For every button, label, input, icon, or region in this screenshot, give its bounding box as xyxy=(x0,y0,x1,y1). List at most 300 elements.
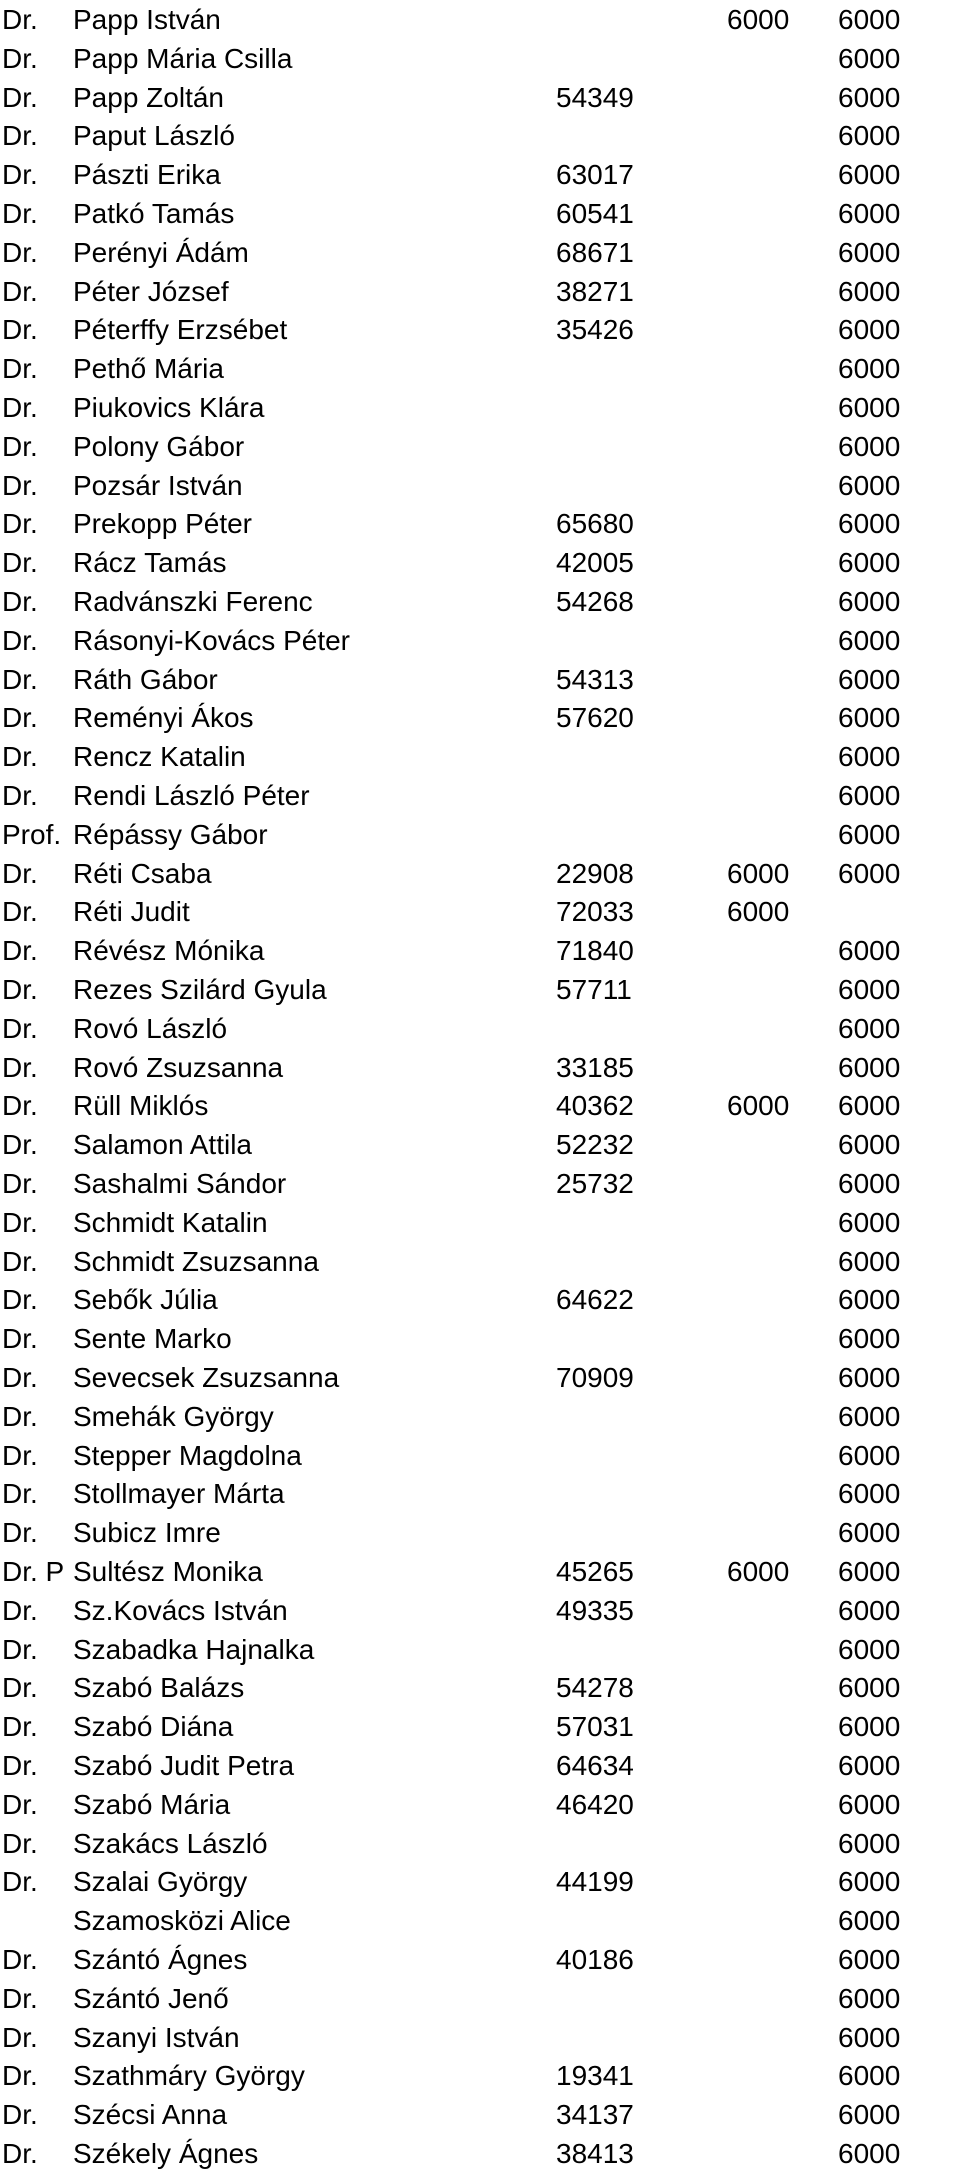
amount-b-cell: 6000 xyxy=(838,1129,901,1161)
title-cell: Dr. xyxy=(2,1944,38,1975)
amount-a-cell xyxy=(727,2135,847,2174)
list-row xyxy=(0,699,960,738)
name-cell: Perényi Ádám xyxy=(73,236,249,268)
title-cell: Dr. xyxy=(2,2021,38,2053)
amount-a-cell xyxy=(727,1902,847,1941)
title-cell: Dr. xyxy=(2,1517,38,1549)
title-cell: Dr. xyxy=(2,974,38,1005)
number-cell xyxy=(556,1437,736,1476)
number-cell: 35426 xyxy=(556,314,634,346)
list-row xyxy=(0,1010,960,1049)
amount-b-cell: 6000 xyxy=(838,275,901,307)
number-cell: 54278 xyxy=(556,1672,634,1704)
amount-b-cell: 6000 xyxy=(838,624,901,656)
amount-a-cell xyxy=(727,428,847,467)
list-row xyxy=(0,2135,960,2174)
title-cell: Dr. xyxy=(2,508,38,540)
title-cell: Dr. xyxy=(2,857,38,889)
number-cell: 33185 xyxy=(556,1051,634,1083)
amount-a-cell xyxy=(727,79,847,118)
number-cell: 68671 xyxy=(556,236,634,268)
number-cell xyxy=(556,117,736,156)
amount-a-cell xyxy=(727,1320,847,1359)
number-cell: 54313 xyxy=(556,663,634,695)
name-cell: Répássy Gábor xyxy=(73,818,268,850)
title-cell: Dr. xyxy=(2,1245,38,1277)
amount-a-cell xyxy=(727,505,847,544)
list-row xyxy=(0,1,960,40)
amount-b-cell: 6000 xyxy=(838,1439,901,1471)
amount-a-cell xyxy=(727,2096,847,2135)
amount-b-cell: 6000 xyxy=(838,353,901,385)
amount-b-cell: 6000 xyxy=(838,1478,901,1510)
list-row xyxy=(0,1825,960,1864)
amount-a-cell xyxy=(727,40,847,79)
number-cell: 71840 xyxy=(556,935,634,967)
title-cell: Prof. xyxy=(2,818,62,850)
title-cell: Dr. xyxy=(2,1827,38,1859)
title-cell: Dr. xyxy=(2,2060,38,2092)
amount-a-cell xyxy=(727,1980,847,2019)
amount-b-cell: 6000 xyxy=(838,2021,901,2053)
title-cell: Dr. xyxy=(2,1012,38,1044)
amount-a-cell: 6000 xyxy=(727,1556,790,1587)
amount-b-cell: 6000 xyxy=(838,974,901,1005)
number-cell: 64634 xyxy=(556,1750,634,1781)
amount-a-cell xyxy=(727,467,847,506)
name-cell: Szathmáry György xyxy=(73,2060,305,2092)
list-row xyxy=(0,1437,960,1476)
amount-b-cell: 6000 xyxy=(838,120,901,152)
list-row xyxy=(0,2096,960,2135)
list-row xyxy=(0,1553,960,1592)
amount-a-cell xyxy=(727,971,847,1010)
name-cell: Szabó Diána xyxy=(73,1711,234,1743)
list-row xyxy=(0,738,960,777)
number-cell xyxy=(556,1631,736,1670)
name-cell: Szabó Judit Petra xyxy=(73,1750,295,1781)
number-cell: 45265 xyxy=(556,1556,634,1587)
title-cell: Dr. xyxy=(2,586,38,617)
name-cell: Rencz Katalin xyxy=(73,741,246,773)
title-cell: Dr. xyxy=(2,1982,38,2014)
list-row xyxy=(0,1049,960,1088)
title-cell: Dr. xyxy=(2,4,38,35)
name-cell: Szanyi István xyxy=(73,2021,240,2053)
amount-a-cell xyxy=(727,1204,847,1243)
title-cell: Dr. xyxy=(2,1478,38,1510)
title-cell: Dr. xyxy=(2,1051,38,1083)
name-cell: Szabadka Hajnalka xyxy=(73,1633,315,1665)
number-cell xyxy=(556,1010,736,1049)
list-row xyxy=(0,1980,960,2019)
title-cell: Dr. xyxy=(2,42,38,74)
title-cell: Dr. xyxy=(2,1788,38,1820)
number-cell: 57620 xyxy=(556,702,634,734)
amount-b-cell: 6000 xyxy=(838,663,901,695)
amount-a-cell xyxy=(727,1514,847,1553)
amount-b-cell: 6000 xyxy=(838,4,901,35)
list-row xyxy=(0,1514,960,1553)
amount-b-cell: 6000 xyxy=(838,159,901,191)
list-row xyxy=(0,1669,960,1708)
list-row xyxy=(0,117,960,156)
name-cell: Papp Zoltán xyxy=(73,81,224,113)
number-cell xyxy=(556,1825,736,1864)
name-cell: Szamosközi Alice xyxy=(73,1905,291,1937)
amount-a-cell xyxy=(727,738,847,777)
amount-a-cell xyxy=(727,1475,847,1514)
amount-a-cell xyxy=(727,1359,847,1398)
list-row xyxy=(0,428,960,467)
name-cell: Reményi Ákos xyxy=(73,702,254,734)
title-cell: Dr. xyxy=(2,1866,38,1898)
name-cell: Paput László xyxy=(73,120,235,152)
number-cell xyxy=(556,1902,736,1941)
list-row xyxy=(0,1320,960,1359)
amount-a-cell xyxy=(727,1281,847,1320)
name-cell: Salamon Attila xyxy=(73,1129,252,1161)
number-cell: 44199 xyxy=(556,1866,634,1898)
list-row xyxy=(0,622,960,661)
title-cell: Dr. xyxy=(2,2099,38,2131)
name-cell: Sevecsek Zsuzsanna xyxy=(73,1362,340,1393)
amount-b-cell: 6000 xyxy=(838,236,901,268)
amount-b-cell: 6000 xyxy=(838,2060,901,2092)
amount-b-cell: 6000 xyxy=(838,1556,901,1587)
amount-a-cell xyxy=(727,389,847,428)
number-cell: 40362 xyxy=(556,1090,634,1122)
number-cell xyxy=(556,1,736,40)
title-cell: Dr. xyxy=(2,780,38,811)
title-cell xyxy=(2,1902,74,1941)
amount-b-cell: 6000 xyxy=(838,586,901,617)
amount-b-cell: 6000 xyxy=(838,1012,901,1044)
amount-a-cell xyxy=(727,1243,847,1282)
amount-b-cell: 6000 xyxy=(838,508,901,540)
amount-a-cell xyxy=(727,1825,847,1864)
amount-a-cell xyxy=(727,311,847,350)
amount-b-cell: 6000 xyxy=(838,1206,901,1238)
number-cell: 60541 xyxy=(556,198,634,229)
list-row xyxy=(0,1204,960,1243)
title-cell: Dr. xyxy=(2,1672,38,1704)
amount-a-cell xyxy=(727,1165,847,1204)
title-cell: Dr. xyxy=(2,1594,38,1626)
title-cell: Dr. P xyxy=(2,1556,65,1587)
number-cell: 34137 xyxy=(556,2099,634,2131)
amount-a-cell xyxy=(727,195,847,234)
list-row xyxy=(0,855,960,894)
list-row xyxy=(0,389,960,428)
amount-a-cell xyxy=(727,699,847,738)
name-cell: Rácz Tamás xyxy=(73,547,227,579)
title-cell: Dr. xyxy=(2,624,38,656)
amount-a-cell xyxy=(727,1049,847,1088)
title-cell: Dr. xyxy=(2,236,38,268)
list-row xyxy=(0,311,960,350)
amount-b-cell: 6000 xyxy=(838,1711,901,1743)
amount-b-cell: 6000 xyxy=(838,392,901,423)
number-cell xyxy=(556,1514,736,1553)
amount-a-cell xyxy=(727,1747,847,1786)
title-cell: Dr. xyxy=(2,935,38,967)
name-cell: Rásonyi-Kovács Péter xyxy=(73,624,351,656)
title-cell: Dr. xyxy=(2,314,38,346)
list-row xyxy=(0,195,960,234)
title-cell: Dr. xyxy=(2,547,38,579)
amount-b-cell: 6000 xyxy=(838,314,901,346)
title-cell: Dr. xyxy=(2,1090,38,1122)
number-cell: 54349 xyxy=(556,81,634,113)
list-row xyxy=(0,467,960,506)
amount-b-cell: 6000 xyxy=(838,1633,901,1665)
number-cell xyxy=(556,622,736,661)
number-cell xyxy=(556,2019,736,2058)
amount-a-cell: 6000 xyxy=(727,857,790,889)
number-cell xyxy=(556,1980,736,2019)
name-cell: Sente Marko xyxy=(73,1323,232,1355)
name-cell: Smehák György xyxy=(73,1400,274,1432)
name-cell: Révész Mónika xyxy=(73,935,265,967)
amount-a-cell xyxy=(727,2019,847,2058)
name-cell: Szabó Mária xyxy=(73,1788,231,1820)
number-cell xyxy=(556,1475,736,1514)
amount-b-cell: 6000 xyxy=(838,1594,901,1626)
list-row xyxy=(0,971,960,1010)
amount-b-cell: 6000 xyxy=(838,198,901,229)
name-cell: Stollmayer Márta xyxy=(73,1478,285,1510)
number-cell xyxy=(556,1320,736,1359)
name-cell: Papp Mária Csilla xyxy=(73,42,293,74)
list-row xyxy=(0,79,960,118)
name-cell: Subicz Imre xyxy=(73,1517,221,1549)
amount-a-cell xyxy=(727,1126,847,1165)
list-row xyxy=(0,505,960,544)
amount-b-cell: 6000 xyxy=(838,780,901,811)
list-row xyxy=(0,2019,960,2058)
amount-a-cell xyxy=(727,156,847,195)
amount-a-cell: 6000 xyxy=(727,4,790,35)
name-cell: Ráth Gábor xyxy=(73,663,218,695)
amount-b-cell: 6000 xyxy=(838,741,901,773)
amount-b-cell: 6000 xyxy=(838,1323,901,1355)
amount-a-cell xyxy=(727,661,847,700)
amount-b-cell: 6000 xyxy=(838,547,901,579)
name-cell: Rovó László xyxy=(73,1012,228,1044)
title-cell: Dr. xyxy=(2,1323,38,1355)
list-row xyxy=(0,1592,960,1631)
name-cell: Rendi László Péter xyxy=(73,780,310,811)
title-cell: Dr. xyxy=(2,469,38,501)
number-cell xyxy=(556,738,736,777)
title-cell: Dr. xyxy=(2,2138,38,2169)
list-row xyxy=(0,1475,960,1514)
amount-a-cell xyxy=(727,234,847,273)
amount-a-cell xyxy=(727,1786,847,1825)
amount-b-cell: 6000 xyxy=(838,1168,901,1199)
amount-b-cell: 6000 xyxy=(838,430,901,462)
amount-a-cell xyxy=(727,1010,847,1049)
list-row xyxy=(0,816,960,855)
list-row xyxy=(0,777,960,816)
list-row xyxy=(0,1708,960,1747)
name-cell: Schmidt Zsuzsanna xyxy=(73,1245,319,1277)
number-cell xyxy=(556,428,736,467)
number-cell: 22908 xyxy=(556,857,634,889)
name-cell: Szalai György xyxy=(73,1866,248,1898)
amount-b-cell: 6000 xyxy=(838,1905,901,1937)
list-row xyxy=(0,1165,960,1204)
title-cell: Dr. xyxy=(2,1750,38,1781)
amount-b-cell: 6000 xyxy=(838,1866,901,1898)
number-cell: 42005 xyxy=(556,547,634,579)
amount-b-cell: 6000 xyxy=(838,1982,901,2014)
number-cell xyxy=(556,40,736,79)
amount-a-cell xyxy=(727,1863,847,1902)
title-cell: Dr. xyxy=(2,741,38,773)
amount-a-cell xyxy=(727,1437,847,1476)
name-cell: Sultész Monika xyxy=(73,1556,263,1587)
name-cell: Péter József xyxy=(73,275,229,307)
name-cell: Rezes Szilárd Gyula xyxy=(73,974,327,1005)
list-row xyxy=(0,1747,960,1786)
list-row xyxy=(0,1631,960,1670)
number-cell: 19341 xyxy=(556,2060,634,2092)
number-cell: 25732 xyxy=(556,1168,634,1199)
list-row xyxy=(0,1243,960,1282)
name-cell: Székely Ágnes xyxy=(73,2138,259,2169)
number-cell xyxy=(556,467,736,506)
amount-a-cell xyxy=(727,777,847,816)
amount-b-cell: 6000 xyxy=(838,1284,901,1316)
name-cell: Sebők Júlia xyxy=(73,1284,218,1316)
amount-a-cell xyxy=(727,273,847,312)
list-row xyxy=(0,1786,960,1825)
number-cell: 40186 xyxy=(556,1944,634,1975)
name-cell: Péterffy Erzsébet xyxy=(73,314,288,346)
amount-b-cell: 6000 xyxy=(838,1750,901,1781)
amount-b-cell: 6000 xyxy=(838,1400,901,1432)
amount-a-cell xyxy=(727,1708,847,1747)
number-cell xyxy=(556,816,736,855)
amount-a-cell xyxy=(727,544,847,583)
amount-b-cell: 6000 xyxy=(838,1788,901,1820)
number-cell: 54268 xyxy=(556,586,634,617)
amount-a-cell xyxy=(727,2057,847,2096)
amount-a-cell xyxy=(727,1941,847,1980)
name-cell: Schmidt Katalin xyxy=(73,1206,268,1238)
number-cell: 52232 xyxy=(556,1129,634,1161)
amount-b-cell: 6000 xyxy=(838,935,901,967)
list-row xyxy=(0,1941,960,1980)
title-cell: Dr. xyxy=(2,159,38,191)
title-cell: Dr. xyxy=(2,1711,38,1743)
amount-b-cell xyxy=(838,893,958,932)
amount-a-cell xyxy=(727,816,847,855)
title-cell: Dr. xyxy=(2,120,38,152)
title-cell: Dr. xyxy=(2,392,38,423)
amount-a-cell xyxy=(727,1669,847,1708)
title-cell: Dr. xyxy=(2,702,38,734)
amount-b-cell: 6000 xyxy=(838,857,901,889)
name-cell: Rüll Miklós xyxy=(73,1090,209,1122)
list-row xyxy=(0,1359,960,1398)
title-cell: Dr. xyxy=(2,1129,38,1161)
amount-b-cell: 6000 xyxy=(838,1090,901,1122)
list-row xyxy=(0,1087,960,1126)
name-cell: Polony Gábor xyxy=(73,430,245,462)
title-cell: Dr. xyxy=(2,1206,38,1238)
amount-b-cell: 6000 xyxy=(838,1245,901,1277)
title-cell: Dr. xyxy=(2,1400,38,1432)
list-row xyxy=(0,350,960,389)
name-cell: Szántó Jenő xyxy=(73,1982,229,2014)
list-row xyxy=(0,1126,960,1165)
name-cell: Patkó Tamás xyxy=(73,198,235,229)
name-cell: Szántó Ágnes xyxy=(73,1944,248,1975)
amount-a-cell xyxy=(727,583,847,622)
list-row xyxy=(0,1863,960,1902)
number-cell: 38413 xyxy=(556,2138,634,2169)
amount-b-cell: 6000 xyxy=(838,2138,901,2169)
title-cell: Dr. xyxy=(2,1284,38,1316)
amount-b-cell: 6000 xyxy=(838,42,901,74)
list-row xyxy=(0,932,960,971)
list-row xyxy=(0,544,960,583)
name-cell: Piukovics Klára xyxy=(73,392,265,423)
name-cell: Stepper Magdolna xyxy=(73,1439,302,1471)
amount-a-cell: 6000 xyxy=(727,1090,790,1122)
title-cell: Dr. xyxy=(2,353,38,385)
name-cell: Sz.Kovács István xyxy=(73,1594,288,1626)
list-row xyxy=(0,893,960,932)
title-cell: Dr. xyxy=(2,275,38,307)
amount-b-cell: 6000 xyxy=(838,1944,901,1975)
amount-b-cell: 6000 xyxy=(838,1362,901,1393)
name-cell: Szabó Balázs xyxy=(73,1672,245,1704)
title-cell: Dr. xyxy=(2,896,38,928)
amount-b-cell: 6000 xyxy=(838,81,901,113)
number-cell xyxy=(556,777,736,816)
title-cell: Dr. xyxy=(2,81,38,113)
list-row xyxy=(0,2057,960,2096)
amount-a-cell xyxy=(727,622,847,661)
number-cell xyxy=(556,1398,736,1437)
list-row xyxy=(0,583,960,622)
number-cell xyxy=(556,389,736,428)
number-cell: 46420 xyxy=(556,1788,634,1820)
list-row xyxy=(0,1281,960,1320)
list-row xyxy=(0,234,960,273)
amount-a-cell xyxy=(727,117,847,156)
number-cell: 65680 xyxy=(556,508,634,540)
title-cell: Dr. xyxy=(2,1439,38,1471)
list-row xyxy=(0,1398,960,1437)
list-row xyxy=(0,273,960,312)
name-cell: Radvánszki Ferenc xyxy=(73,586,313,617)
number-cell: 57031 xyxy=(556,1711,634,1743)
amount-a-cell xyxy=(727,1631,847,1670)
title-cell: Dr. xyxy=(2,198,38,229)
list-row xyxy=(0,661,960,700)
name-cell: Sashalmi Sándor xyxy=(73,1168,287,1199)
amount-b-cell: 6000 xyxy=(838,1517,901,1549)
name-cell: Réti Judit xyxy=(73,896,190,928)
title-cell: Dr. xyxy=(2,1362,38,1393)
number-cell: 70909 xyxy=(556,1362,634,1393)
amount-b-cell: 6000 xyxy=(838,1827,901,1859)
